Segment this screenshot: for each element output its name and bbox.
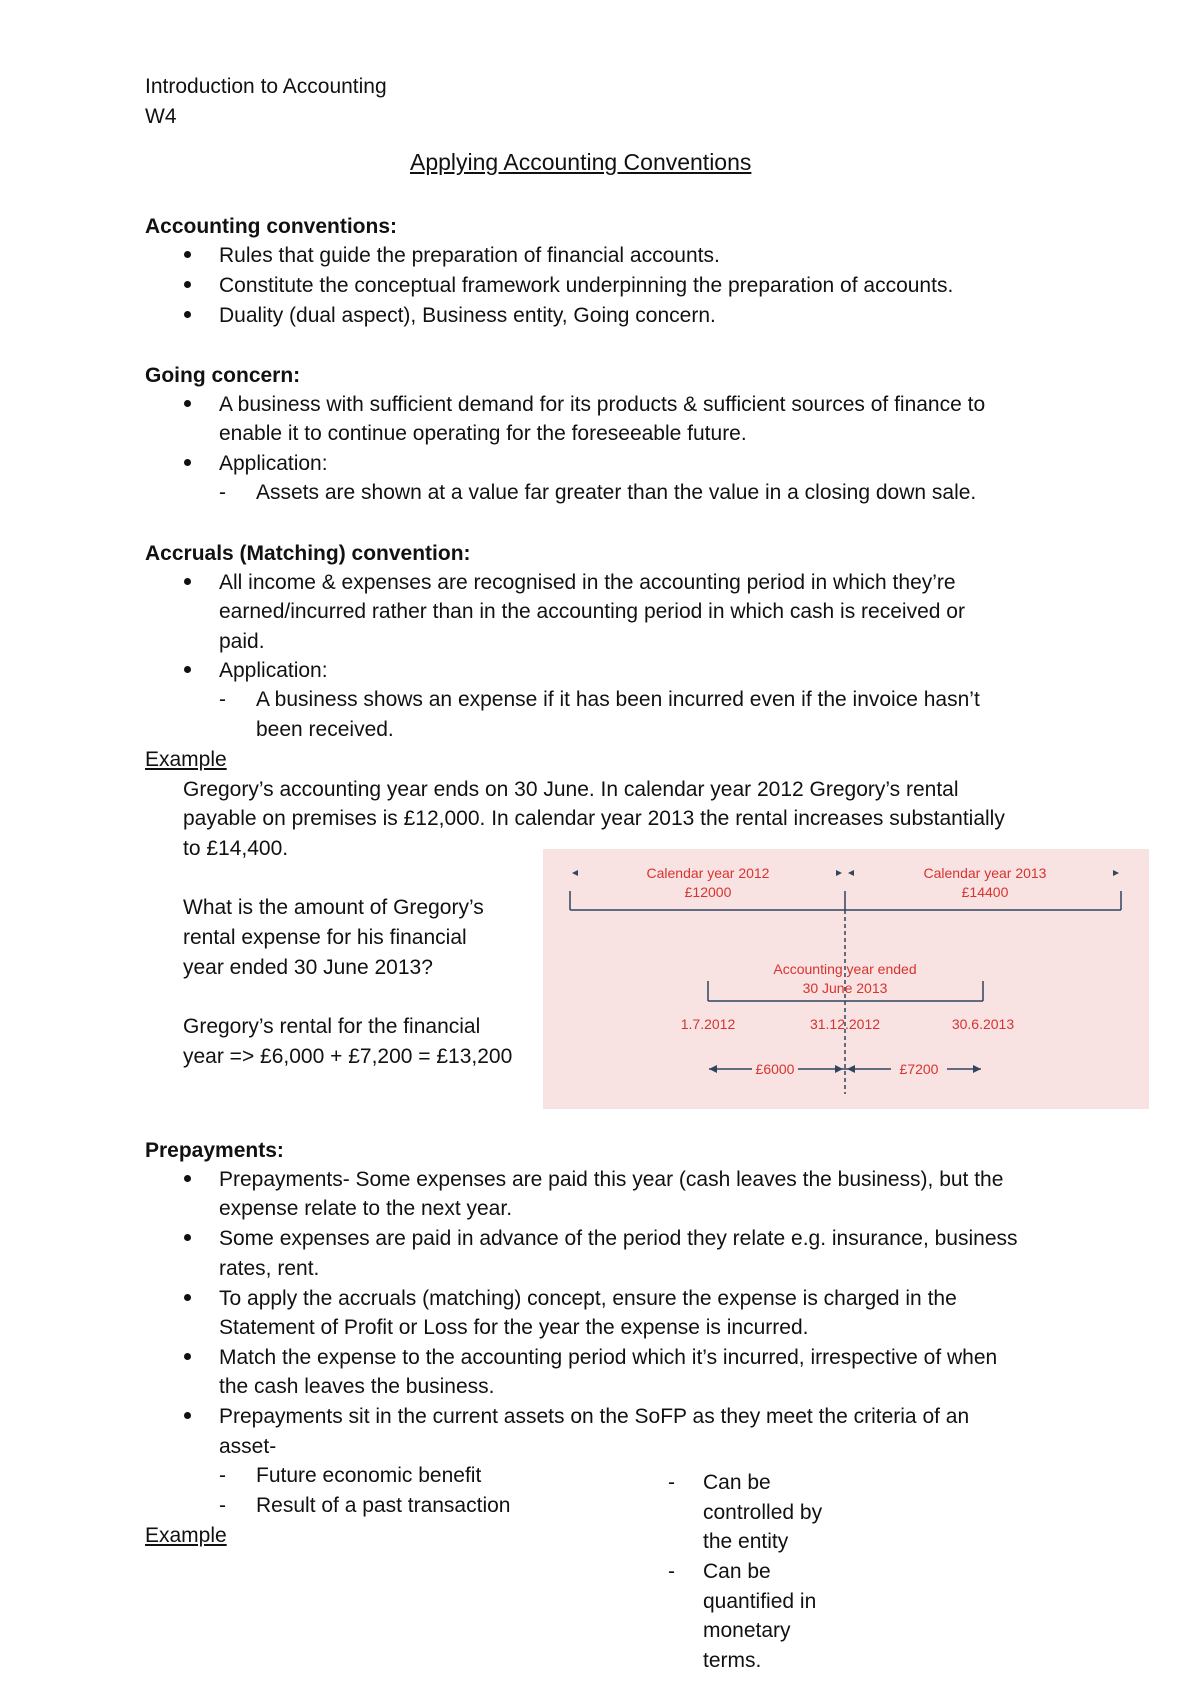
diagram-background: [543, 849, 1149, 1109]
bullet-icon: [184, 281, 191, 288]
criteria-controlled-1: Can be: [703, 1471, 771, 1494]
amount-right: £7200: [899, 1061, 939, 1077]
prepayments-bullet-1-cont: expense relate to the next year.: [219, 1197, 513, 1220]
question-text-2: rental expense for his financial: [183, 926, 467, 949]
criteria-past-transaction: Result of a past transaction: [256, 1494, 511, 1517]
going-concern-bullet-2: Application:: [219, 452, 328, 475]
criteria-quantified-2: quantified in: [703, 1590, 817, 1613]
accruals-bullet-1-cont: earned/incurred rather than in the accounting period in which cash is received or: [219, 600, 965, 623]
conventions-heading: Accounting conventions:: [145, 215, 397, 238]
accounting-year-date: 30 June 2013: [802, 980, 888, 996]
dash-icon: -: [219, 688, 226, 711]
prepayments-bullet-1: Prepayments- Some expenses are paid this year (cash leaves the business), but the: [219, 1168, 1004, 1191]
prepayments-heading: Prepayments:: [145, 1139, 284, 1162]
date-end: 30.6.2013: [951, 1016, 1015, 1032]
prepayments-bullet-3: To apply the accruals (matching) concept, ensure the expense is charged in the: [219, 1287, 957, 1310]
dash-icon: -: [219, 1494, 226, 1517]
accruals-bullet-2: Application:: [219, 659, 328, 682]
question-text-3: year ended 30 June 2013?: [183, 956, 433, 979]
criteria-quantified-4: terms.: [703, 1649, 762, 1672]
dash-icon: -: [668, 1471, 675, 1494]
prepayments-bullet-5: Prepayments sit in the current assets on the SoFP as they meet the criteria of an: [219, 1405, 970, 1428]
calendar-2012-label: Calendar year 2012: [646, 865, 770, 881]
conventions-bullet-3: Duality (dual aspect), Business entity, Going concern.: [219, 304, 716, 327]
bullet-icon: [184, 1175, 191, 1182]
date-start: 1.7.2012: [680, 1016, 736, 1032]
bullet-icon: [184, 666, 191, 673]
bullet-icon: [184, 578, 191, 585]
answer-text-2: year => £6,000 + £7,200 = £13,200: [183, 1045, 513, 1068]
page-title: Applying Accounting Conventions: [410, 149, 752, 175]
amount-left: £6000: [755, 1061, 795, 1077]
accruals-bullet-1-cont: paid.: [219, 630, 265, 653]
dash-icon: -: [668, 1560, 675, 1583]
prepayments-example-label: Example: [145, 1524, 227, 1547]
question-text-1: What is the amount of Gregory’s: [183, 896, 484, 919]
example-text-3: to £14,400.: [183, 837, 289, 860]
prepayments-bullet-3-cont: Statement of Profit or Loss for the year the expense is incurred.: [219, 1316, 809, 1339]
bullet-icon: [184, 251, 191, 258]
accounting-year-label: Accounting year ended: [773, 961, 917, 977]
bullet-icon: [184, 311, 191, 318]
prepayments-bullet-2-cont: rates, rent.: [219, 1257, 320, 1280]
course-title: Introduction to Accounting: [145, 75, 387, 98]
bullet-icon: [184, 1294, 191, 1301]
criteria-controlled-2: controlled by: [703, 1501, 823, 1524]
criteria-quantified-3: monetary: [703, 1619, 791, 1642]
accruals-heading: Accruals (Matching) convention:: [145, 542, 471, 565]
calendar-2013-amount: £14400: [961, 884, 1009, 900]
calendar-2013-label: Calendar year 2013: [923, 865, 1047, 881]
rental-timeline-diagram: [543, 849, 1149, 1109]
going-concern-heading: Going concern:: [145, 364, 301, 387]
bullet-icon: [184, 1234, 191, 1241]
bullet-icon: [184, 400, 191, 407]
example-text-1: Gregory’s accounting year ends on 30 June. In calendar year 2012 Gregory’s rental: [183, 778, 959, 801]
accruals-example-label: Example: [145, 748, 227, 771]
dash-icon: -: [219, 481, 226, 504]
bullet-icon: [184, 1353, 191, 1360]
going-concern-bullet-1: A business with sufficient demand for its products & sufficient sources of finance to: [219, 393, 986, 416]
accruals-sub-1: A business shows an expense if it has been incurred even if the invoice hasn’t: [256, 688, 980, 711]
prepayments-bullet-4-cont: the cash leaves the business.: [219, 1375, 495, 1398]
criteria-controlled-3: the entity: [703, 1530, 789, 1553]
criteria-quantified-1: Can be: [703, 1560, 771, 1583]
conventions-bullet-1: Rules that guide the preparation of financial accounts.: [219, 244, 720, 267]
going-concern-bullet-1-cont: enable it to continue operating for the foreseeable future.: [219, 422, 747, 445]
conventions-bullet-2: Constitute the conceptual framework underpinning the preparation of accounts.: [219, 274, 954, 297]
answer-text-1: Gregory’s rental for the financial: [183, 1015, 481, 1038]
bullet-icon: [184, 1412, 191, 1419]
week-label: W4: [145, 105, 177, 128]
going-concern-sub-1: Assets are shown at a value far greater than the value in a closing down sale.: [256, 481, 977, 504]
accruals-sub-1-cont: been received.: [256, 718, 394, 741]
calendar-2012-amount: £12000: [684, 884, 732, 900]
bullet-icon: [184, 459, 191, 466]
accruals-bullet-1: All income & expenses are recognised in the accounting period in which they’re: [219, 571, 956, 594]
example-text-2: payable on premises is £12,000. In calendar year 2013 the rental increases substantially: [183, 807, 1005, 830]
date-mid: 31.12.2012: [809, 1016, 881, 1032]
prepayments-bullet-5-cont: asset-: [219, 1435, 277, 1458]
prepayments-bullet-2: Some expenses are paid in advance of the period they relate e.g. insurance, business: [219, 1227, 1018, 1250]
criteria-future-benefit: Future economic benefit: [256, 1464, 482, 1487]
dash-icon: -: [219, 1464, 226, 1487]
prepayments-bullet-4: Match the expense to the accounting period which it’s incurred, irrespective of when: [219, 1346, 998, 1369]
